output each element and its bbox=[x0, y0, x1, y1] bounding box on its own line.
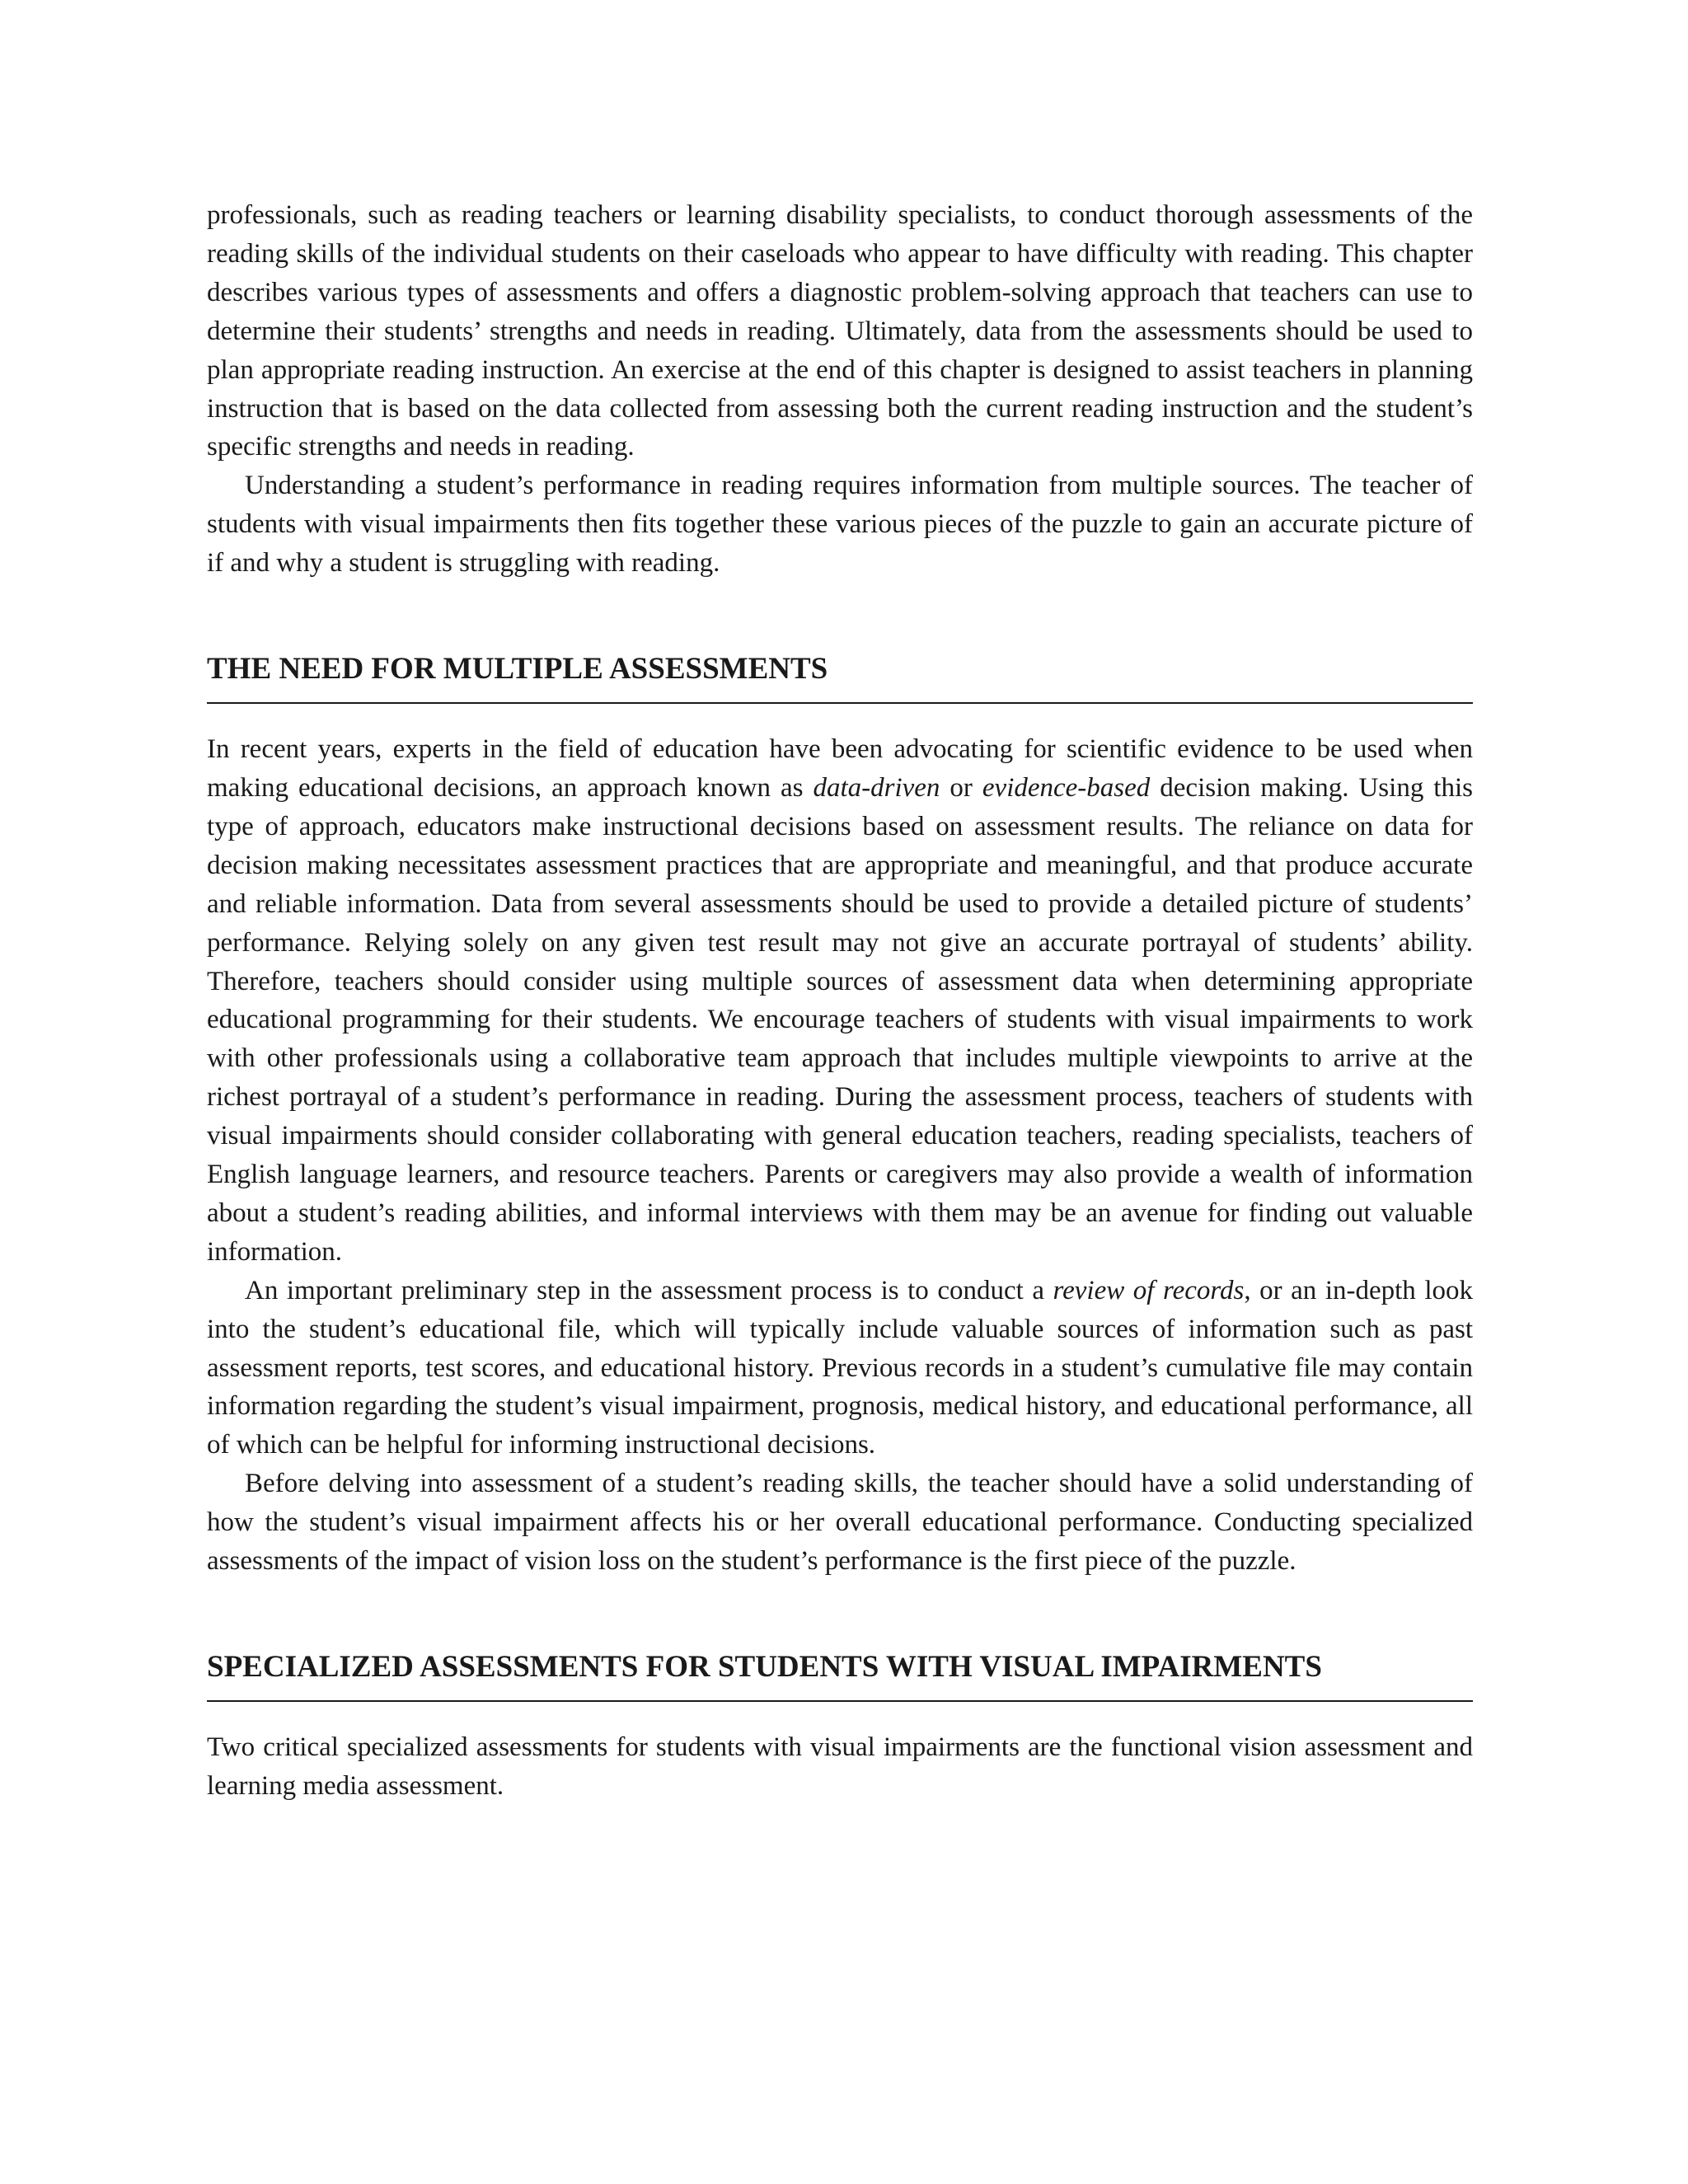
section-specialized-assessments bbox=[207, 1648, 1473, 1806]
document-page bbox=[207, 196, 1473, 1806]
text-run: In recent years, experts in the field of education have been advocating for scientific evidence to be used when making educational decisions, an approach known as bbox=[207, 734, 1473, 803]
section-body bbox=[207, 1728, 1473, 1806]
body-paragraph-1 bbox=[207, 730, 1473, 1272]
text-run: or bbox=[940, 772, 982, 803]
text-run: An important preliminary step in the assessment process is to conduct a bbox=[245, 1275, 1053, 1305]
body-paragraph-1: Two critical specialized assessments for students with visual impairments are the functional vision assessment and learning media assessment. bbox=[207, 1732, 1473, 1801]
body-paragraph-2 bbox=[207, 1272, 1473, 1465]
text-run: decision making. Using this type of approach, educators make instructional decisions based on assessment results. The reliance on data for decision making necessitates assessment practices that are appropriate and meaningful, and that produce accurate and reliable information. Data from several assessments should be used to provide a detailed picture of students’ performance. Relying solely on any given test result may not give an accurate portrayal of students’ ability. Therefore, teachers should consider using multiple sources of assessment data when determining appropriate educational programming for their students. We encourage teachers of students with visual impairments to work with other professionals using a collaborative team approach that includes multiple viewpoints to arrive at the richest portrayal of a student’s performance in reading. During the assessment process, teachers of students with visual impairments should consider collaborating with general education teachers, reading specialists, teachers of English language learners, and resource teachers. Parents or caregivers may also provide a wealth of information about a student’s reading abilities, and informal interviews with them may be an avenue for finding out valuable information. bbox=[207, 772, 1473, 1267]
body-paragraph-3: Before delving into assessment of a student’s reading skills, the teacher should have a solid understanding of how the student’s visual impairment affects his or her overall educational performance. Conducting specialized assessments of the impact of vision loss on the student’s performance is the first piece of the puzzle. bbox=[207, 1469, 1473, 1577]
section-heading: THE NEED FOR MULTIPLE ASSESSMENTS bbox=[207, 650, 1473, 704]
section-need-for-multiple-assessments bbox=[207, 650, 1473, 1581]
intro-paragraph-1: professionals, such as reading teachers or learning disability specialists, to conduct thorough assessments of the reading skills of the individual students on their caseloads who appear to have difficulty with reading. This chapter describes various types of assessments and offers a diagnostic problem-solving approach that teachers can use to determine their students’ strengths and needs in reading. Ultimately, data from the assessments should be used to plan appropriate reading instruction. An exercise at the end of this chapter is designed to assist teachers in planning instruction that is based on the data collected from assessing both the current reading instruction and the student’s specific strengths and needs in reading. bbox=[207, 200, 1473, 462]
emphasis-review-of-records: review of records bbox=[1053, 1275, 1245, 1305]
emphasis-data-driven: data-driven bbox=[813, 772, 940, 803]
text-run: , or an in-depth look into the student’s educational file, which will typically include valuable sources of information such as past assessment reports, test scores, and educational history. Previous records in a student’s cumulative file may contain information regarding the student’s visual impairment, prognosis, medical history, and educational performance, all of which can be helpful for informing instructional decisions. bbox=[207, 1275, 1473, 1460]
intro-paragraph-2: Understanding a student’s performance in reading requires information from multiple sources. The teacher of students with visual impairments then fits together these various pieces of the puzzle to gain an accurate picture of if and why a student is struggling with reading. bbox=[207, 471, 1473, 579]
section-heading: SPECIALIZED ASSESSMENTS FOR STUDENTS WITH VISUAL IMPAIRMENTS bbox=[207, 1648, 1473, 1702]
emphasis-evidence-based: evidence-based bbox=[982, 772, 1151, 803]
section-body bbox=[207, 730, 1473, 1581]
